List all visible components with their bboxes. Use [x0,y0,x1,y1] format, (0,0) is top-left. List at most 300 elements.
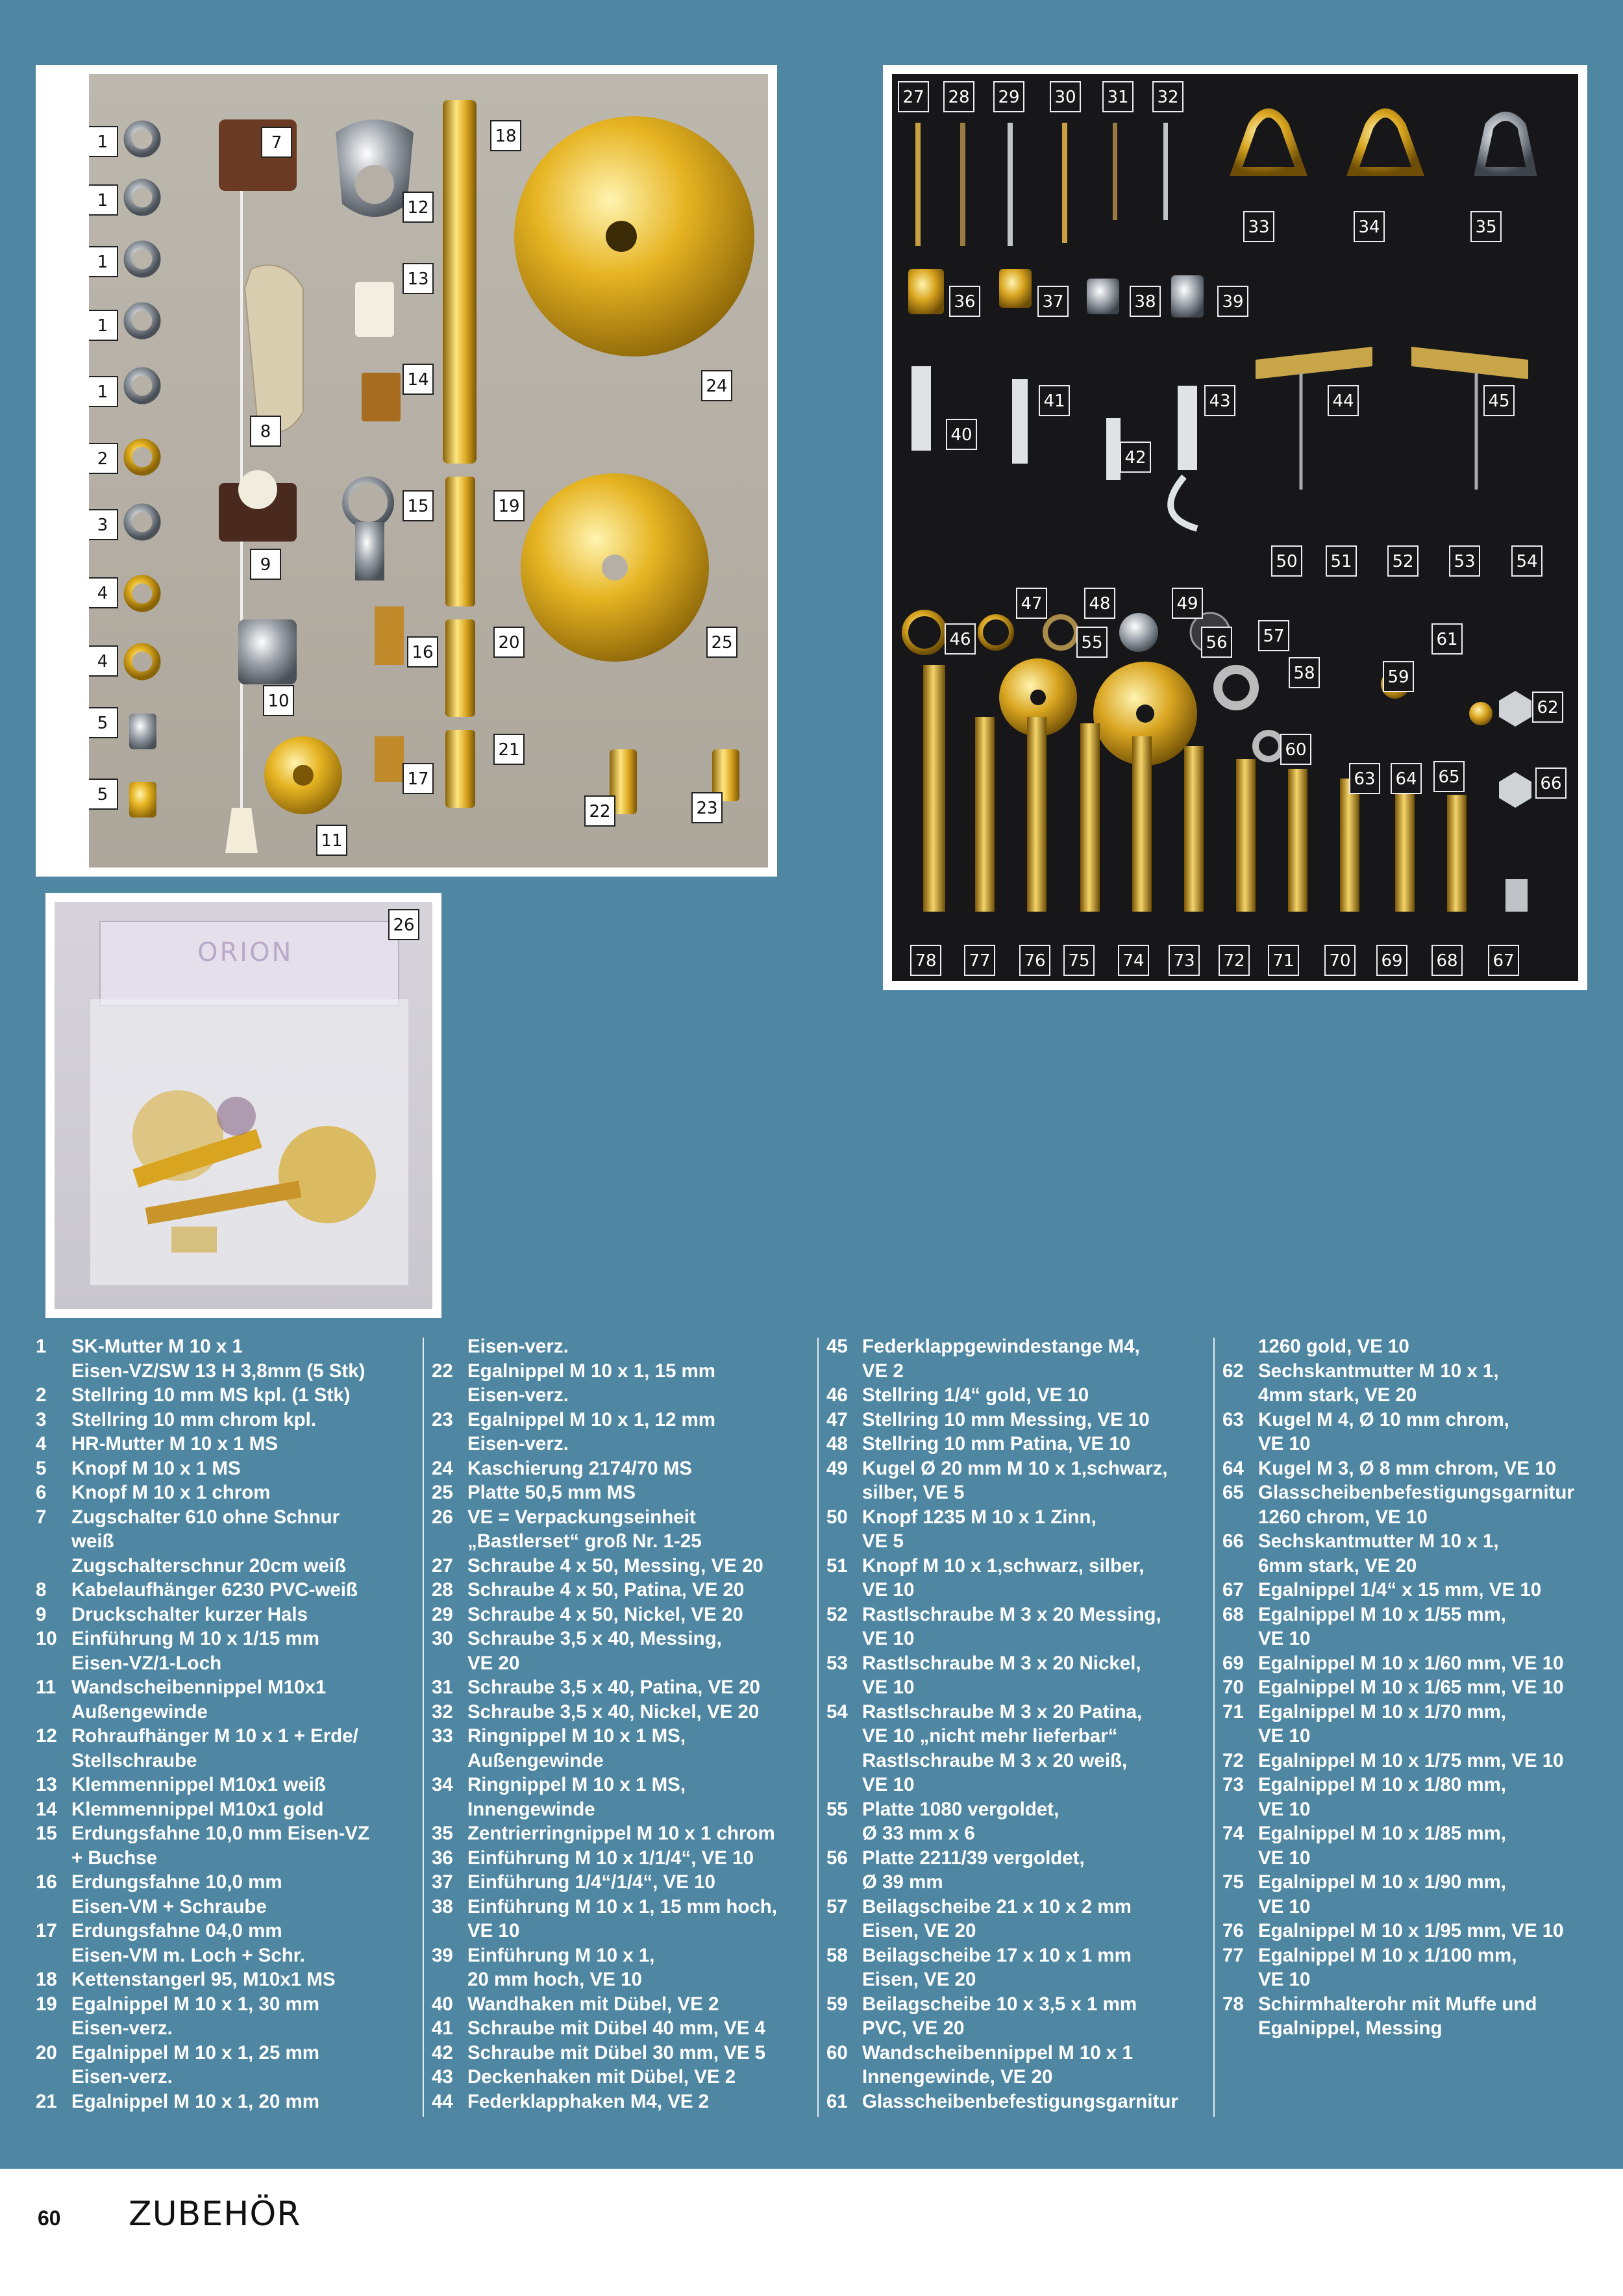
part-label: 63 [1349,763,1380,794]
legend-column-4 [1222,1334,1609,2123]
legend-entry [826,1456,1213,1505]
legend-column-2 [432,1334,818,2123]
legend-entry-text: Einführung M 10 x 1/15 mm [71,1628,319,1649]
part-label: 21 [493,734,525,765]
legend-entry [36,1967,422,1992]
legend-entry-text: Beilagscheibe 17 x 10 x 1 mm [862,1944,1132,1966]
legend-entry-number: 37 [432,1871,453,1893]
legend-entry-number: 68 [1222,1603,1244,1625]
legend-entry [36,1456,422,1481]
legend-entry-number: 34 [432,1774,453,1795]
legend-entry [36,1334,422,1383]
legend-entry-text: Außengewinde [467,1749,604,1771]
part-label: 14 [403,364,434,395]
legend-entry [826,1895,1213,1943]
legend-entry [36,1408,422,1432]
legend-entry-number: 50 [826,1506,848,1528]
legend-entry-text: Platte 50,5 mm MS [467,1482,636,1503]
legend-entry-number: 1 [36,1336,47,1357]
legend-entry [36,1603,422,1627]
legend-entry-text: 1260 chrom, VE 10 [1258,1506,1428,1528]
part-label: 69 [1376,945,1407,976]
legend-entry-text: Wandscheibennippel M 10 x 1 [862,2041,1133,2064]
legend-entry-number: 39 [432,1944,453,1966]
part-label: 2 [89,443,118,474]
legend-entry-number: 70 [1222,1677,1244,1698]
legend-entry-number: 60 [826,2041,848,2064]
parts-illustration-2 [892,74,1578,981]
legend-entry [432,1870,818,1895]
legend-entry-text: Rohraufhänger M 10 x 1 + Erde/ [71,1725,358,1747]
part-label: 24 [701,370,732,401]
legend-entry [432,1895,818,1943]
legend-entry-text: VE 2 [862,1360,904,1382]
legend-column-3 [826,1334,1213,2123]
legend-entry-text: Rastlschraube M 3 x 20 weiß, [862,1749,1128,1771]
part-label: 5 [89,707,118,738]
legend-entry-number: 18 [36,1969,57,1990]
part-label: 75 [1063,945,1095,976]
legend-entry-text: Eisen-verz. [467,1384,569,1406]
legend-entry-number: 42 [432,2041,453,2064]
legend-entry-number: 73 [1222,1774,1244,1795]
legend-entry [1222,1943,1609,1992]
legend-entry-number: 29 [432,1603,453,1625]
photo-package-26-image [55,902,432,1309]
legend-entry-number: 23 [432,1408,453,1430]
legend-entry [432,1943,818,1992]
legend-entry-text: Schraube 3,5 x 40, Nickel, VE 20 [467,1701,760,1723]
legend-entry [826,1797,1213,1846]
legend-entry-text: Außengewinde [71,1701,208,1723]
legend-entry-text: Rastlschraube M 3 x 20 Patina, [862,1701,1143,1723]
parts-legend [36,1334,1594,2123]
legend-entry-number: 57 [826,1895,848,1917]
legend-entry-text: 6mm stark, VE 20 [1258,1554,1417,1577]
pull-cord-end [225,808,258,853]
part-label: 36 [949,286,980,317]
legend-entry-number: 75 [1222,1871,1244,1893]
legend-entry [36,1870,422,1919]
part-label: 54 [1511,545,1542,577]
legend-entry [432,1675,818,1700]
legend-entry-text: Stellring 10 mm Patina, VE 10 [862,1433,1131,1454]
legend-entry-text: Schraube 3,5 x 40, Messing, [467,1628,722,1649]
legend-entry-text: Platte 2211/39 vergoldet, [862,1847,1085,1869]
part-label: 7 [261,127,292,158]
legend-entry-text: Zugschalter 610 ohne Schnur [71,1506,340,1528]
legend-entry-number: 11 [36,1677,56,1698]
legend-entry-text: VE 10 [467,1920,520,1941]
part-label: 77 [964,945,995,976]
legend-entry [1222,1651,1609,1676]
legend-entry [432,1334,818,1359]
legend-entry-text: Beilagscheibe 10 x 3,5 x 1 mm [862,1993,1137,2015]
legend-entry-text: Sechskantmutter M 10 x 1, [1258,1360,1499,1382]
part-label: 1 [89,126,118,157]
part-label: 42 [1120,442,1151,473]
legend-entry-text: 20 mm hoch, VE 10 [467,1969,642,1990]
part-label: 49 [1172,588,1203,619]
legend-entry-text: Knopf 1235 M 10 x 1 Zinn, [862,1506,1096,1528]
part-label: 68 [1431,945,1463,976]
legend-entry [432,1456,818,1481]
legend-entry-text: Federklapphaken M4, VE 2 [467,2090,710,2112]
legend-entry-text: SK-Mutter M 10 x 1 [71,1336,243,1357]
legend-entry-text: Zentrierringnippel M 10 x 1 chrom [467,1823,775,1844]
legend-entry-text: Egalnippel M 10 x 1/80 mm, [1258,1774,1507,1795]
legend-entry [826,1408,1213,1432]
legend-entry-text: Ø 33 mm x 6 [862,1823,975,1844]
legend-entry-text: Egalnippel M 10 x 1/65 mm, VE 10 [1258,1677,1564,1698]
legend-entry-text: Schraube 4 x 50, Patina, VE 20 [467,1579,745,1601]
part-label: 35 [1470,211,1502,242]
legend-entry [1222,1529,1609,1578]
part-label: 19 [493,490,525,521]
legend-entry-number: 49 [826,1457,848,1479]
legend-entry-text: Klemmennippel M10x1 gold [71,1798,324,1820]
legend-entry-text: Eisen, VE 20 [862,1969,976,1990]
part-label: 58 [1289,657,1320,688]
legend-entry-number: 58 [826,1944,848,1966]
part-label: 43 [1204,385,1235,416]
legend-entry-text: VE 10 [1258,1798,1311,1820]
part-label: 57 [1258,620,1289,651]
legend-entry [432,2065,818,2090]
part-label: 30 [1050,81,1081,112]
legend-entry-text: Schraube 4 x 50, Nickel, VE 20 [467,1603,743,1625]
part-label: 27 [898,81,929,112]
legend-entry [432,1821,818,1846]
legend-entry [36,1383,422,1408]
legend-entry-text: Wandhaken mit Dübel, VE 2 [467,1993,719,2015]
legend-entry-number: 6 [36,1482,47,1503]
legend-entry [432,1505,818,1554]
legend-entry-number: 63 [1222,1408,1244,1430]
legend-entry-text: VE 10 [862,1677,915,1698]
legend-entry-text: Rastlschraube M 3 x 20 Nickel, [862,1652,1141,1674]
legend-entry-text: Kugel M 3, Ø 8 mm chrom, VE 10 [1258,1457,1557,1479]
part-label: 41 [1039,385,1070,416]
legend-entry [826,1383,1213,1408]
legend-entry-number: 46 [826,1384,848,1406]
legend-entry [36,1797,422,1822]
legend-entry [826,1505,1213,1554]
legend-entry [1222,1675,1609,1700]
legend-entry-text: Stellring 10 mm chrom kpl. [71,1408,317,1430]
legend-entry [1222,1773,1609,1821]
part-label: 51 [1326,545,1357,577]
legend-entry-text: Kabelaufhänger 6230 PVC-weiß [71,1579,358,1601]
legend-entry [432,1603,818,1627]
part-label: 4 [89,577,118,608]
legend-entry-number: 45 [826,1336,848,1357]
legend-entry-text: Eisen-verz. [71,2017,173,2039]
legend-entry-number: 65 [1222,1482,1244,1503]
legend-entry-text: Erdungsfahne 10,0 mm [71,1871,282,1893]
legend-entry-text: Egalnippel M 10 x 1, 30 mm [71,1993,320,2015]
legend-entry-text: Eisen-verz. [467,1336,569,1357]
legend-entry [1222,1919,1609,1943]
cable-hanger [245,265,303,432]
legend-entry-text: HR-Mutter M 10 x 1 MS [71,1433,278,1454]
legend-entry-text: VE 10 [1258,1969,1311,1990]
legend-entry-text: VE 5 [862,1530,904,1552]
part-label: 71 [1268,945,1299,976]
part-label: 74 [1118,945,1149,976]
legend-entry-number: 26 [432,1506,453,1528]
legend-entry-text: Stellring 10 mm Messing, VE 10 [862,1408,1150,1430]
part-label: 23 [691,792,723,823]
legend-entry [36,2090,422,2114]
legend-entry-text: VE 10 [1258,1725,1311,1747]
part-label: 44 [1328,385,1359,416]
legend-entry-text: Kugel Ø 20 mm M 10 x 1,schwarz, [862,1457,1168,1479]
legend-entry [36,1773,422,1797]
part-label: 40 [946,419,977,450]
legend-entry-text: Ø 39 mm [862,1871,943,1893]
legend-entry [1222,1700,1609,1749]
legend-entry [1222,1334,1609,1359]
legend-entry-number: 19 [36,1993,57,2015]
legend-entry [36,1578,422,1603]
part-label: 33 [1243,211,1274,242]
legend-entry-text: VE 10 [1258,1433,1311,1454]
part-label: 1 [89,310,118,341]
legend-entry-text: Eisen-VZ/SW 13 H 3,8mm (5 Stk) [71,1360,365,1382]
legend-entry-number: 36 [432,1847,453,1869]
legend-entry [826,1554,1213,1603]
legend-entry [432,1554,818,1578]
legend-entry-text: VE 10 [862,1628,915,1649]
legend-entry-number: 21 [36,2090,57,2112]
legend-entry-text: Innengewinde [467,1798,595,1820]
legend-entry-number: 53 [826,1652,848,1674]
legend-entry-text: „Bastlerset“ groß Nr. 1-25 [467,1530,702,1552]
legend-entry-text: 4mm stark, VE 20 [1258,1384,1417,1406]
legend-entry-number: 15 [36,1823,57,1844]
nut-column [128,125,156,817]
legend-entry-number: 33 [432,1725,453,1747]
legend-entry-text: Eisen-VM m. Loch + Schr. [71,1944,305,1966]
legend-entry-text: Kaschierung 2174/70 MS [467,1457,692,1479]
legend-entry-text: Schraube 4 x 50, Messing, VE 20 [467,1554,763,1577]
part-label: 5 [89,779,118,810]
legend-entry [36,1505,422,1578]
legend-entry-number: 40 [432,1993,453,2015]
legend-entry [826,2041,1213,2090]
legend-entry [36,1992,422,2041]
legend-entry-number: 14 [36,1798,57,1820]
part-label: 12 [403,192,434,223]
legend-entry-number: 59 [826,1993,848,2015]
legend-entry-number: 22 [432,1360,453,1382]
part-label: 73 [1169,945,1200,976]
threaded-rod [443,100,477,464]
legend-entry-text: Egalnippel M 10 x 1/60 mm, VE 10 [1258,1652,1564,1674]
legend-entry-text: Egalnippel M 10 x 1/95 mm, VE 10 [1258,1920,1564,1941]
legend-entry-text: Glasscheibenbefestigungsgarnitur [1258,1482,1574,1503]
legend-entry-number: 35 [432,1823,453,1844]
legend-entry-text: Eisen-verz. [467,1433,569,1454]
legend-entry-number: 54 [826,1701,848,1723]
legend-entry [432,1359,818,1408]
legend-entry [432,2090,818,2114]
legend-entry [432,2016,818,2041]
legend-entry [826,1992,1213,2041]
legend-entry [36,1675,422,1724]
photo-parts-1-25 [36,65,777,877]
part-label: 20 [493,627,525,658]
screw-row [915,123,1168,246]
legend-entry [432,1408,818,1456]
part-label: 37 [1037,286,1069,317]
part-label: 13 [403,263,434,294]
legend-entry-number: 16 [36,1871,57,1893]
part-label: 48 [1084,588,1115,619]
legend-entry [1222,1603,1609,1651]
legend-entry-number: 8 [36,1579,47,1601]
legend-entry-text: VE 10 [1258,1895,1311,1917]
legend-entry [826,1700,1213,1797]
legend-entry-text: VE 20 [467,1652,520,1674]
part-label: 45 [1483,385,1515,416]
legend-entry-text: Einführung M 10 x 1/1/4“, VE 10 [467,1847,754,1869]
legend-entry-text: Egalnippel M 10 x 1, 15 mm [467,1360,716,1382]
legend-entry-text: Glasscheibenbefestigungsgarnitur [862,2090,1178,2112]
legend-entry-text: Egalnippel M 10 x 1/70 mm, [1258,1701,1507,1723]
legend-entry [1222,1749,1609,1773]
legend-entry [826,2090,1213,2114]
part-label: 62 [1532,692,1563,723]
part-label: 39 [1217,286,1248,317]
legend-entry-number: 66 [1222,1530,1244,1552]
legend-entry [36,1627,422,1675]
legend-entry [432,2041,818,2065]
legend-entry [1222,1992,1609,2041]
legend-entry [36,1724,422,1773]
legend-entry-number: 3 [36,1408,47,1430]
legend-entry-text: Egalnippel M 10 x 1, 12 mm [467,1408,716,1430]
legend-entry-text: Egalnippel M 10 x 1/75 mm, VE 10 [1258,1749,1564,1771]
part-label: 64 [1391,763,1422,794]
legend-entry [432,1773,818,1821]
legend-entry-text: Schraube mit Dübel 40 mm, VE 4 [467,2017,766,2039]
legend-entry-number: 47 [826,1408,848,1430]
legend-entry-text: Einführung 1/4“/1/4“, VE 10 [467,1871,715,1893]
legend-entry [826,1603,1213,1651]
part-label: 60 [1280,734,1311,765]
legend-entry-number: 4 [36,1433,47,1454]
legend-entry [432,1700,818,1725]
part-label: 11 [316,825,347,856]
photo-package-26 [45,893,441,1318]
legend-entry-number: 7 [36,1506,47,1528]
part-label: 56 [1201,627,1232,658]
legend-entry-number: 30 [432,1628,453,1649]
part-label: 15 [403,490,434,521]
legend-entry-text: VE 10 „nicht mehr lieferbar“ [862,1725,1118,1747]
legend-entry [826,1334,1213,1383]
package-brand-text: ORION [197,938,293,967]
photo-parts-27-78-image [892,74,1578,981]
legend-column-1 [36,1334,422,2123]
legend-entry-text: Knopf M 10 x 1,schwarz, silber, [862,1554,1145,1577]
legend-entry-text: Egalnippel M 10 x 1, 25 mm [71,2041,320,2064]
legend-entry-text: Egalnippel M 10 x 1/100 mm, [1258,1944,1517,1966]
legend-entry [36,1821,422,1870]
legend-entry-text: Zugschalterschnur 20cm weiß [71,1554,346,1577]
legend-entry-text: Ringnippel M 10 x 1 MS, [467,1774,686,1795]
part-label: 59 [1383,661,1414,692]
legend-entry-number: 69 [1222,1652,1244,1674]
legend-entry-number: 10 [36,1628,57,1649]
part-label: 9 [250,549,281,580]
part-label: 76 [1019,945,1050,976]
part-label: 34 [1354,211,1385,242]
legend-entry-text: VE = Verpackungseinheit [467,1506,696,1528]
legend-entry-number: 38 [432,1895,453,1917]
part-label: 18 [490,120,521,151]
legend-entry [432,1846,818,1871]
legend-entry-text: Rastlschraube M 3 x 20 Messing, [862,1603,1161,1625]
legend-entry-number: 9 [36,1603,47,1625]
legend-entry-text: VE 10 [862,1774,915,1795]
part-label: 25 [706,627,737,658]
legend-entry-number: 64 [1222,1457,1244,1479]
part-label: 50 [1271,545,1302,577]
legend-entry-number: 32 [432,1701,453,1723]
legend-entry [1222,1456,1609,1481]
part-label: 47 [1016,588,1047,619]
legend-entry-text: Sechskantmutter M 10 x 1, [1258,1530,1499,1552]
legend-entry-text: PVC, VE 20 [862,2017,965,2039]
legend-entry [432,1724,818,1773]
part-label: 8 [250,416,281,447]
legend-entry-text: Knopf M 10 x 1 MS [71,1457,241,1479]
part-label: 31 [1102,81,1134,112]
legend-entry-number: 5 [36,1457,47,1479]
legend-entry-text: Druckschalter kurzer Hals [71,1603,308,1625]
legend-entry-text: + Buchse [71,1847,157,1869]
legend-entry-number: 71 [1222,1701,1244,1723]
part-label: 67 [1488,945,1519,976]
legend-entry-number: 76 [1222,1920,1244,1941]
legend-entry-text: Federklappgewindestange M4, [862,1336,1140,1357]
part-label: 1 [89,376,118,407]
legend-entry [1222,1578,1609,1603]
part-label: 61 [1431,623,1463,655]
legend-entry [36,1432,422,1456]
legend-entry-text: Eisen, VE 20 [862,1920,976,1941]
legend-entry [36,1480,422,1505]
part-label: 66 [1535,767,1567,799]
legend-entry-text: VE 10 [1258,1847,1311,1869]
part-label: 4 [89,645,118,677]
legend-entry-text: Beilagscheibe 21 x 10 x 2 mm [862,1895,1132,1917]
legend-entry [826,1943,1213,1992]
part-label: 65 [1433,761,1465,792]
part-label: 16 [407,636,438,668]
legend-entry [826,1651,1213,1700]
legend-entry-number: 31 [432,1677,453,1698]
legend-entry-text: Innengewinde, VE 20 [862,2066,1053,2088]
legend-entry-number: 2 [36,1384,47,1406]
part-label: 32 [1152,81,1183,112]
legend-entry-number: 43 [432,2066,453,2088]
section-title: ZUBEHÖR [129,2195,301,2234]
legend-entry [826,1846,1213,1895]
